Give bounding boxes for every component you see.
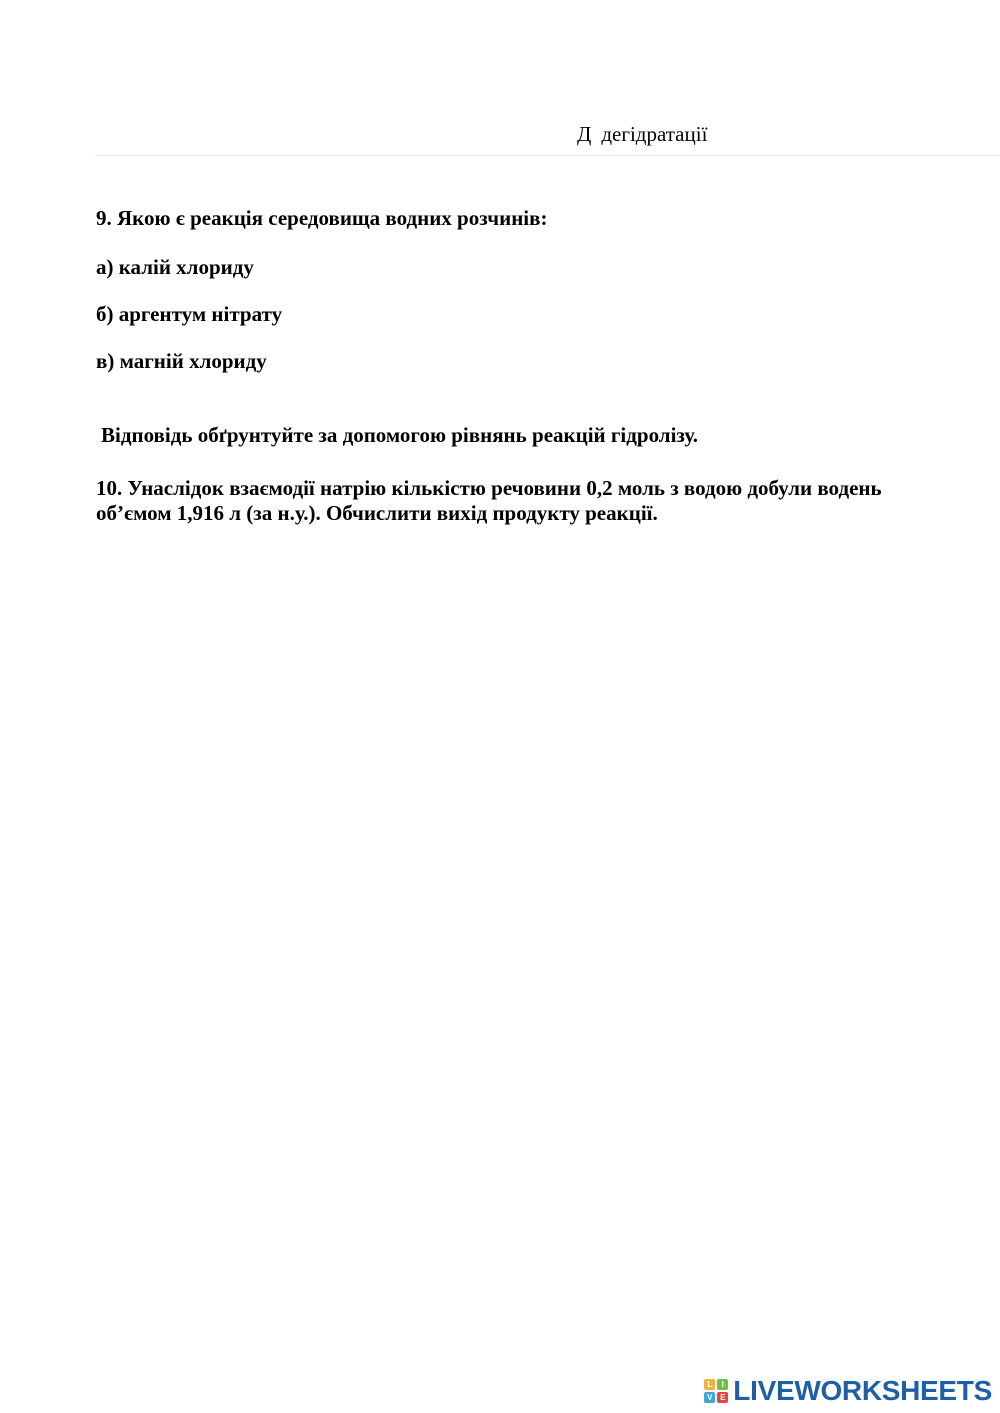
question-9-option-b: б) аргентум нітрату: [96, 302, 283, 326]
answer-option-d-letter: Д: [577, 122, 592, 146]
answer-option-d: [577, 122, 707, 147]
question-10-text: 10. Унаслідок взаємодії натрію кількістю речовини 0,2 моль з водою добули водень об’ємом 1,916 л (за н.у.). Обчислити вихід продукту реакції.: [96, 476, 882, 525]
question-9-option-a: а) калій хлориду: [96, 255, 254, 279]
logo-block-l: L: [704, 1379, 715, 1390]
question-9-title: 9. Якою є реакція середовища водних розчинів:: [96, 206, 548, 230]
logo-text: LIVEWORKSHEETS: [733, 1375, 992, 1406]
logo-blocks-icon: [704, 1379, 728, 1403]
logo-block-i: I: [717, 1379, 728, 1390]
question-9-option-c: в) магній хлориду: [96, 349, 267, 373]
logo-block-v: V: [704, 1392, 715, 1403]
answer-option-d-text: дегідратації: [601, 122, 708, 146]
page-divider: [95, 155, 1000, 156]
liveworksheets-logo[interactable]: [704, 1375, 992, 1407]
question-9-instruction: Відповідь обґрунтуйте за допомогою рівнянь реакцій гідролізу.: [101, 423, 699, 447]
logo-block-e: E: [717, 1392, 728, 1403]
